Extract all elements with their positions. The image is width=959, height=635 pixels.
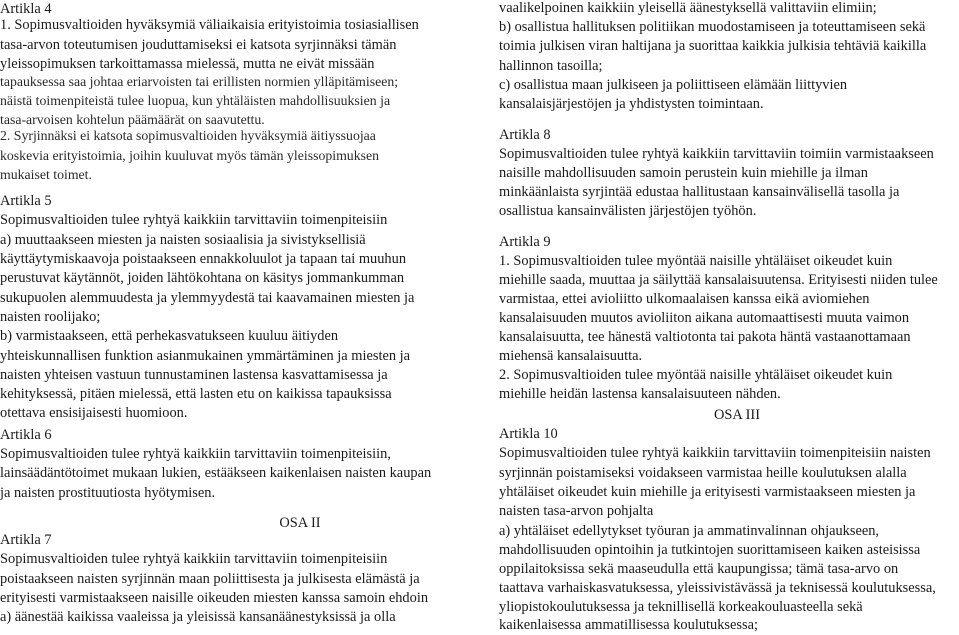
- left-line-30: poistaakseen naisten syrjinnän maan poliittisesta ja julkisesta elämästä ja: [0, 571, 420, 587]
- right-line-16: kansalaisuuden muutos avioliiton aikana automaattisesti muuta vaimon: [499, 310, 910, 326]
- right-line-6: kansalaisjärjestöjen ja yhdistysten toimintaan.: [499, 96, 764, 112]
- left-line-19: yhteiskunnallisen funktion asianmukainen ymmärtäminen ja miesten ja: [0, 348, 411, 364]
- right-line-18: miehensä kansalaisuutta.: [499, 348, 643, 364]
- left-line-22: otettava ensisijaisesti huomioon.: [0, 405, 188, 421]
- left-line-1: Artikla 4: [0, 1, 52, 17]
- right-line-10: minkäänlaista syrjintää edustaa hallitustaan kansainvälisellä tasolla ja: [499, 184, 900, 200]
- left-line-26: ja naisten prostituutiosta hyötymisen.: [0, 485, 216, 501]
- left-line-11: Artikla 5: [0, 193, 52, 209]
- right-line-4: hallinnon tasoilla;: [499, 58, 603, 74]
- left-line-15: perustuvat käytännöt, joiden lähtökohtana on käsitys jommankumman: [0, 270, 405, 286]
- left-line-29: Sopimusvaltioiden tulee ryhtyä kaikkiin tarvittaviin toimenpiteisiin: [0, 551, 388, 567]
- left-line-25: lainsäädäntötoimet mukaan lukien, estääkseen kaikenlaisen naisten kaupan: [0, 465, 432, 481]
- right-line-27: a) yhtäläiset edellytykset työuran ja ammatinvalinnan ohjaukseen,: [499, 523, 880, 539]
- right-line-8: Sopimusvaltioiden tulee ryhtyä kaikkiin tarvittaviin toimiin varmistaakseen: [499, 146, 934, 162]
- right-line-32: kaikenlaisessa ammatillisessa koulutuksessa;: [499, 617, 758, 633]
- left-line-5: tapauksessa saa johtaa eriarvoisten tai erillisten normien ylläpitämiseen;: [0, 74, 399, 89]
- left-line-3: tasa-arvon toteutumisen jouduttamiseksi ei katsota syrjinnäksi tämän: [0, 37, 397, 53]
- left-line-4: yleissopimuksen tarkoittamassa mielessä, mutta ne eivät missään: [0, 56, 375, 72]
- left-line-16: sukupuolen alemmuudesta ja ylemmyydestä tai kaavamainen miesten ja: [0, 290, 415, 306]
- right-line-21: OSA III: [714, 407, 760, 423]
- right-line-14: miehille saada, muuttaa ja säilyttää kansalaisuutensa. Erityisesti niiden tulee: [499, 272, 938, 288]
- right-line-25: yhtäläiset oikeudet kuin miehille ja erityisesti varmistaakseen miesten ja: [499, 484, 916, 500]
- right-line-2: b) osallistua hallituksen politiikan muodostamiseen ja toteuttamiseen sekä: [499, 19, 926, 35]
- right-line-7: Artikla 8: [499, 127, 551, 143]
- right-line-28: mahdollisuuden opintoihin ja tutkintojen suorittamiseen kaiken asteisissa: [499, 542, 921, 558]
- left-line-13: a) muuttaakseen miesten ja naisten sosiaalisia ja sivistyksellisiä: [0, 232, 366, 248]
- right-line-5: c) osallistua maan julkiseen ja poliittiseen elämään liittyvien: [499, 77, 848, 93]
- right-line-29: oppilaitoksissa sekä maaseudulla että kaupungissa; tämä tasa-arvo on: [499, 561, 899, 577]
- left-line-12: Sopimusvaltioiden tulee ryhtyä kaikkiin tarvittaviin toimenpiteisiin: [0, 212, 388, 228]
- left-line-14: käyttäytymiskaavoja poistaakseen ennakkoluulot ja tapaan tai muuhun: [0, 251, 407, 267]
- right-line-15: varmistaa, ettei avioliitto ulkomaalaisen kanssa eikä aviomiehen: [499, 291, 870, 307]
- left-line-24: Sopimusvaltioiden tulee ryhtyä kaikkiin tarvittaviin toimenpiteisiin,: [0, 446, 391, 462]
- right-line-9: naisille mahdollisuuden samoin perustein kuin miehille ja ilman: [499, 165, 868, 181]
- right-line-26: naisten tasa-arvon pohjalta: [499, 503, 654, 519]
- right-line-24: syrjinnän poistamiseksi voidakseen varmistaa heille koulutuksen alalla: [499, 465, 907, 481]
- right-line-30: taattava varhaiskasvatuksessa, yleissivistävässä ja teknisessä koulutuksessa,: [499, 580, 936, 596]
- left-line-7: tasa-arvoisen kohtelun päämäärät on saavutettu.: [0, 112, 265, 127]
- left-line-6: näistä toimenpiteistä tulee luopua, kun yhtäläisten mahdollisuuksien ja: [0, 93, 391, 108]
- right-line-13: 1. Sopimusvaltioiden tulee myöntää naisille yhtäläiset oikeudet kuin: [499, 253, 893, 269]
- right-line-11: osallistua kansainvälisten järjestöjen työhön.: [499, 203, 757, 219]
- right-line-20: miehille heidän lastensa kansalaisuuteen nähden.: [499, 386, 781, 402]
- right-line-1: vaalikelpoinen kaikkiin yleisellä äänestyksellä valittaviin elimiin;: [499, 0, 877, 16]
- left-line-18: b) varmistaakseen, että perhekasvatukseen kuuluu äitiyden: [0, 328, 339, 344]
- left-line-2: 1. Sopimusvaltioiden hyväksymiä väliaikaisia erityistoimia tosiasiallisen: [0, 17, 419, 33]
- right-line-19: 2. Sopimusvaltioiden tulee myöntää naisille yhtäläiset oikeudet kuin: [499, 367, 893, 383]
- right-line-12: Artikla 9: [499, 234, 551, 250]
- left-line-21: kehityksessä, pitäen mielessä, että lasten etu on kaikissa tapauksissa: [0, 386, 392, 402]
- left-line-10: mukaiset toimet.: [0, 167, 92, 182]
- left-line-32: a) äänestää kaikissa vaaleissa ja yleisissä kansanäänestyksissä ja olla: [0, 609, 396, 625]
- left-line-17: naisten roolijako;: [0, 309, 101, 325]
- left-line-23: Artikla 6: [0, 427, 52, 443]
- left-line-31: erityisesti varmistaakseen naisille oikeuden miesten kanssa samoin ehdoin: [0, 590, 429, 606]
- right-line-17: kansalaisuutta, tee hänestä valtiotonta tai pakota häntä vastaanottamaan: [499, 329, 911, 345]
- right-line-22: Artikla 10: [499, 426, 558, 442]
- left-line-9: koskevia erityistoimia, joihin kuuluvat myös tämän yleissopimuksen: [0, 148, 379, 163]
- left-line-27: OSA II: [279, 515, 321, 531]
- left-line-20: naisten yhteisen vastuun tunnustaminen lastensa kasvattamisessa ja: [0, 367, 388, 383]
- left-line-28: Artikla 7: [0, 532, 52, 548]
- right-line-3: toimia julkisen viran haltijana ja suorittaa kaikkia julkisia tehtäviä kaikilla: [499, 38, 927, 54]
- right-line-23: Sopimusvaltioiden tulee ryhtyä kaikkiin tarvittaviin toimenpiteisiin naisten: [499, 445, 931, 461]
- right-line-31: yliopistokoulutuksessa ja teknillisellä korkeakouluasteella sekä: [499, 599, 863, 615]
- left-line-8: 2. Syrjinnäksi ei katsota sopimusvaltioiden hyväksymiä äitiyssuojaa: [0, 128, 376, 143]
